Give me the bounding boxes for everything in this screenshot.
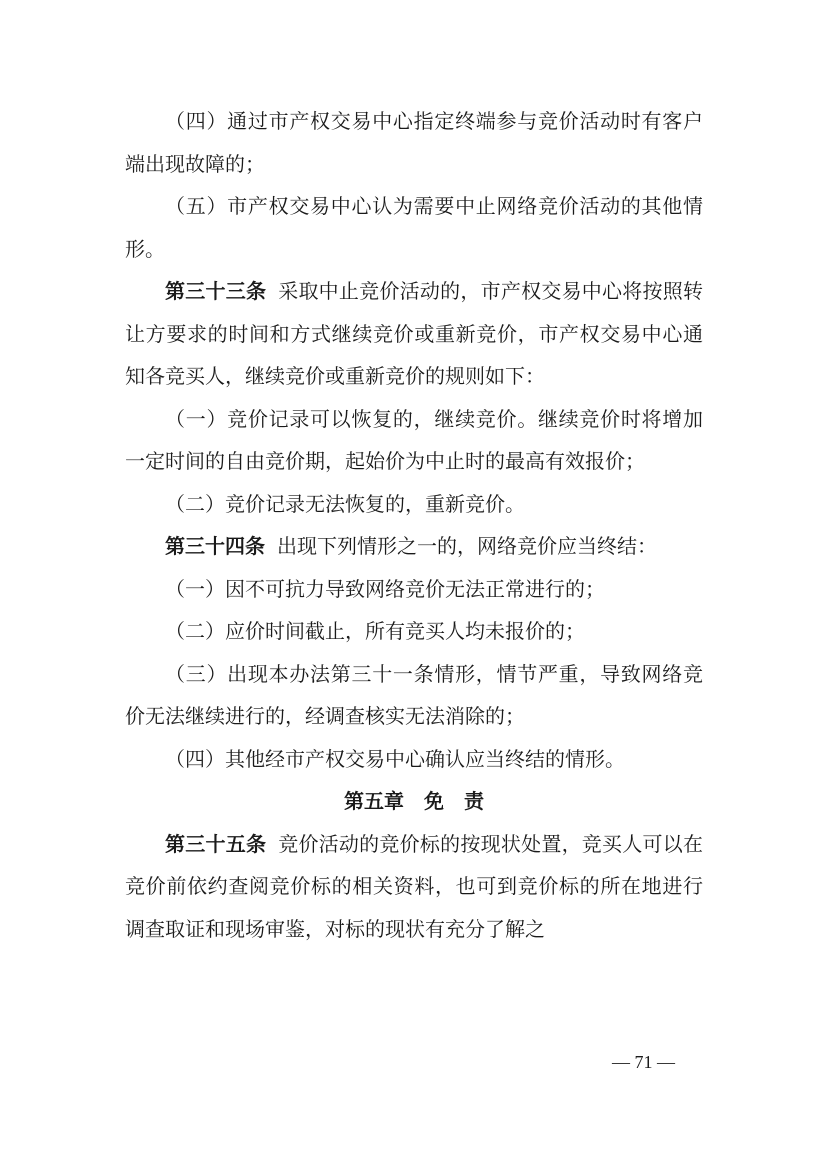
article-33: [125, 270, 703, 398]
chapter-heading: [125, 780, 703, 823]
clause-1: （一）因不可抗力导致网络竞价无法正常进行的；: [165, 576, 605, 601]
article-text: 出现下列情形之一的，网络竞价应当终结：: [277, 534, 657, 558]
clause-2: （二）应价时间截止，所有竞买人均未报价的；: [165, 619, 585, 643]
article-text: 采取中止竞价活动的，市产权交易中心将按照转让方要求的时间和方式继续竞价或重新竞价，市产权交易中心通知各竞买人，继续竞价或重新竞价的规则如下：: [125, 279, 704, 388]
clause-3: （三）出现本办法第三十一条情形，情节严重，导致网络竞价无法继续进行的，经调查核实无法消除的；: [125, 661, 703, 728]
clause-5: （五）市产权交易中心认为需要中止网络竞价活动的其他情形。: [125, 194, 703, 261]
chapter-number: 第五章: [344, 789, 404, 813]
article-text: 竞价活动的竞价标的按现状处置，竞买人可以在竞价前依约查阅竞价标的相关资料，也可到竞价标的所在地进行调查取证和现场审鉴，对标的现状有充分了解之: [125, 831, 704, 941]
article-number: 第三十三条: [165, 279, 267, 303]
article-35: [125, 823, 703, 951]
document-body: [125, 100, 703, 950]
page-number: — 71 —: [612, 1052, 675, 1072]
chapter-title: 免 责: [424, 789, 484, 813]
clause-1: （一）竞价记录可以恢复的，继续竞价。继续竞价时将增加一定时间的自由竞价期，起始价为中止时的最高有效报价；: [125, 406, 703, 473]
clause-2: （二）竞价记录无法恢复的，重新竞价。: [165, 491, 525, 516]
clause-4: （四）其他经市产权交易中心确认应当终结的情形。: [165, 746, 625, 771]
article-number: 第三十四条: [165, 534, 265, 558]
article-number: 第三十五条: [165, 831, 267, 856]
article-34: [125, 525, 703, 568]
clause-4: （四）通过市产权交易中心指定终端参与竞价活动时有客户端出现故障的；: [125, 109, 703, 176]
